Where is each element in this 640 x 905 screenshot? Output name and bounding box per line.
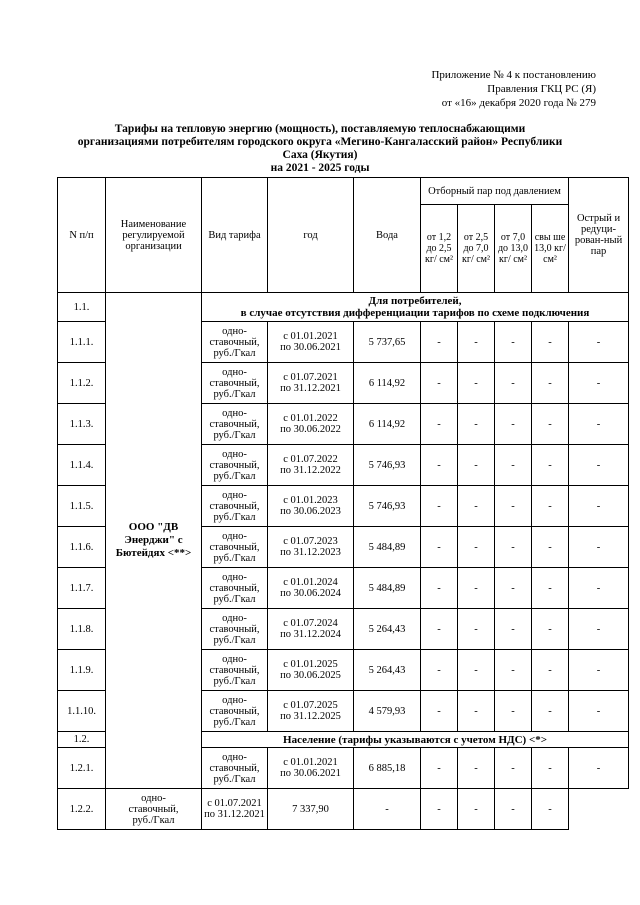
period bbox=[268, 609, 354, 650]
tariff-type-line: руб./Гкал bbox=[213, 470, 256, 482]
period-from: с 01.01.2025 bbox=[283, 659, 338, 670]
empty-value: - bbox=[569, 486, 629, 527]
tariff-type-line: ставочный, bbox=[209, 336, 260, 348]
row-num: 1.1.8. bbox=[58, 609, 106, 650]
tariff-type bbox=[202, 322, 268, 363]
tariff-type-line: одно- bbox=[222, 325, 247, 337]
empty-value: - bbox=[532, 568, 569, 609]
empty-value: - bbox=[532, 322, 569, 363]
empty-value: - bbox=[354, 789, 421, 830]
empty-value: - bbox=[569, 404, 629, 445]
tariff-type-line: одно- bbox=[222, 571, 247, 583]
empty-value: - bbox=[458, 527, 495, 568]
row-num: 1.1.5. bbox=[58, 486, 106, 527]
empty-value: - bbox=[458, 486, 495, 527]
period-from: с 01.01.2021 bbox=[283, 757, 338, 768]
period bbox=[268, 363, 354, 404]
empty-value: - bbox=[532, 789, 569, 830]
tariff-type-line: одно- bbox=[222, 448, 247, 460]
period-from: с 01.07.2022 bbox=[283, 454, 338, 465]
water-tariff: 5 484,89 bbox=[354, 527, 421, 568]
col-steam-4-header: свы ше 13,0 кг/ см² bbox=[532, 205, 569, 293]
empty-value: - bbox=[532, 691, 569, 732]
tariff-type-line: одно- bbox=[222, 530, 247, 542]
tariff-type-line: руб./Гкал bbox=[213, 511, 256, 523]
row-num: 1.1.9. bbox=[58, 650, 106, 691]
tariff-type-line: одно- bbox=[222, 612, 247, 624]
period bbox=[268, 322, 354, 363]
row-num: 1.1.1. bbox=[58, 322, 106, 363]
col-steam-3-header: от 7,0 до 13,0 кг/ см² bbox=[495, 205, 532, 293]
tariff-type-line: руб./Гкал bbox=[213, 429, 256, 441]
empty-value: - bbox=[458, 445, 495, 486]
empty-value: - bbox=[569, 527, 629, 568]
period-from: с 01.01.2022 bbox=[283, 413, 338, 424]
empty-value: - bbox=[458, 322, 495, 363]
empty-value: - bbox=[421, 568, 458, 609]
tariff-type-line: руб./Гкал bbox=[213, 552, 256, 564]
tariff-type-line: ставочный, bbox=[209, 582, 260, 594]
period-to: по 30.06.2023 bbox=[280, 506, 341, 517]
empty-value: - bbox=[569, 609, 629, 650]
empty-value: - bbox=[495, 789, 532, 830]
row-num: 1.2.2. bbox=[58, 789, 106, 830]
row-num: 1.1.3. bbox=[58, 404, 106, 445]
tariff-type-line: руб./Гкал bbox=[132, 814, 175, 826]
period-from: с 01.01.2024 bbox=[283, 577, 338, 588]
empty-value: - bbox=[458, 363, 495, 404]
empty-value: - bbox=[495, 609, 532, 650]
period-from: с 01.07.2021 bbox=[283, 372, 338, 383]
tariff-type bbox=[202, 404, 268, 445]
tariff-type bbox=[202, 691, 268, 732]
empty-value: - bbox=[495, 445, 532, 486]
empty-value: - bbox=[495, 691, 532, 732]
row-num: 1.1.4. bbox=[58, 445, 106, 486]
row-num: 1.1.2. bbox=[58, 363, 106, 404]
tariff-type-line: руб./Гкал bbox=[213, 773, 256, 785]
water-tariff: 5 264,43 bbox=[354, 650, 421, 691]
empty-value: - bbox=[495, 404, 532, 445]
col-steam-2-header: от 2,5 до 7,0 кг/ см² bbox=[458, 205, 495, 293]
document-title bbox=[60, 123, 580, 175]
empty-value: - bbox=[569, 363, 629, 404]
period-to: по 30.06.2025 bbox=[280, 670, 341, 681]
tariff-type bbox=[202, 486, 268, 527]
empty-value: - bbox=[532, 445, 569, 486]
tariff-type-line: ставочный, bbox=[128, 803, 179, 815]
section-1-num: 1.1. bbox=[58, 293, 106, 322]
empty-value: - bbox=[532, 748, 569, 789]
empty-value: - bbox=[569, 568, 629, 609]
tariff-type-line: ставочный, bbox=[209, 541, 260, 553]
water-tariff: 5 737,65 bbox=[354, 322, 421, 363]
col-type-header: Вид тарифа bbox=[202, 178, 268, 293]
empty-value: - bbox=[421, 363, 458, 404]
period-to: по 31.12.2021 bbox=[280, 383, 341, 394]
row-num: 1.1.10. bbox=[58, 691, 106, 732]
empty-value: - bbox=[458, 609, 495, 650]
col-steam-group-header: Отборный пар под давлением bbox=[421, 178, 569, 205]
empty-value: - bbox=[495, 748, 532, 789]
empty-value: - bbox=[532, 650, 569, 691]
tariff-type-line: ставочный, bbox=[209, 705, 260, 717]
appendix-header bbox=[431, 68, 596, 110]
tariff-type-line: ставочный, bbox=[209, 377, 260, 389]
tariff-type-line: руб./Гкал bbox=[213, 675, 256, 687]
water-tariff: 5 746,93 bbox=[354, 486, 421, 527]
appendix-line-3: от «16» декабря 2020 года № 279 bbox=[441, 97, 596, 109]
tariff-type-line: одно- bbox=[222, 366, 247, 378]
col-steam-1-header: от 1,2 до 2,5 кг/ см² bbox=[421, 205, 458, 293]
water-tariff: 6 114,92 bbox=[354, 363, 421, 404]
row-num: 1.1.6. bbox=[58, 527, 106, 568]
empty-value: - bbox=[421, 609, 458, 650]
empty-value: - bbox=[569, 748, 629, 789]
tariff-type bbox=[202, 445, 268, 486]
empty-value: - bbox=[532, 404, 569, 445]
period-to: по 31.12.2025 bbox=[280, 711, 341, 722]
empty-value: - bbox=[495, 363, 532, 404]
tariff-type-line: одно- bbox=[222, 489, 247, 501]
section-2-num: 1.2. bbox=[58, 732, 106, 748]
empty-value: - bbox=[421, 789, 458, 830]
water-tariff: 6 885,18 bbox=[354, 748, 421, 789]
water-tariff: 6 114,92 bbox=[354, 404, 421, 445]
tariff-type-line: ставочный, bbox=[209, 762, 260, 774]
period-to: по 31.12.2024 bbox=[280, 629, 341, 640]
period-from: с 01.07.2025 bbox=[283, 700, 338, 711]
period-from: с 01.07.2024 bbox=[283, 618, 338, 629]
empty-value: - bbox=[421, 322, 458, 363]
empty-value: - bbox=[495, 650, 532, 691]
tariff-type bbox=[202, 363, 268, 404]
tariff-type bbox=[202, 527, 268, 568]
period-to: по 31.12.2021 bbox=[204, 809, 265, 820]
tariff-type bbox=[202, 568, 268, 609]
col-water-header: Вода bbox=[354, 178, 421, 293]
water-tariff: 7 337,90 bbox=[268, 789, 354, 830]
empty-value: - bbox=[421, 691, 458, 732]
tariff-type-line: ставочный, bbox=[209, 664, 260, 676]
tariff-type-line: одно- bbox=[141, 792, 166, 804]
table-row bbox=[58, 789, 629, 830]
period bbox=[202, 789, 268, 830]
empty-value: - bbox=[569, 650, 629, 691]
title-line-2: организациями потребителям городского округа «Мегино-Кангаласский район» Республики bbox=[77, 136, 563, 148]
section-1-title bbox=[202, 293, 629, 322]
period bbox=[268, 445, 354, 486]
empty-value: - bbox=[495, 568, 532, 609]
tariff-type-line: ставочный, bbox=[209, 500, 260, 512]
empty-value: - bbox=[421, 650, 458, 691]
empty-value: - bbox=[458, 650, 495, 691]
period bbox=[268, 691, 354, 732]
organization-name: ООО "ДВ Энерджи" с Бютейдях <**> bbox=[106, 293, 202, 789]
appendix-line-1: Приложение № 4 к постановлению bbox=[431, 69, 596, 81]
water-tariff: 5 746,93 bbox=[354, 445, 421, 486]
period bbox=[268, 568, 354, 609]
period-to: по 31.12.2022 bbox=[280, 465, 341, 476]
empty-value: - bbox=[458, 568, 495, 609]
tariff-type-line: одно- bbox=[222, 751, 247, 763]
tariff-type-line: руб./Гкал bbox=[213, 634, 256, 646]
col-year-header: год bbox=[268, 178, 354, 293]
empty-value: - bbox=[532, 609, 569, 650]
empty-value: - bbox=[569, 322, 629, 363]
col-sharp-steam-header: Острый и редуци-рован-ный пар bbox=[569, 178, 629, 293]
empty-value: - bbox=[421, 486, 458, 527]
empty-value: - bbox=[569, 691, 629, 732]
period-from: с 01.01.2023 bbox=[283, 495, 338, 506]
tariff-type-line: одно- bbox=[222, 694, 247, 706]
tariff-type-line: одно- bbox=[222, 407, 247, 419]
period-from: с 01.01.2021 bbox=[283, 331, 338, 342]
row-num: 1.1.7. bbox=[58, 568, 106, 609]
empty-value: - bbox=[421, 404, 458, 445]
title-line-3: Саха (Якутия) bbox=[282, 149, 358, 161]
appendix-line-2: Правления ГКЦ РС (Я) bbox=[487, 83, 596, 95]
period bbox=[268, 527, 354, 568]
tariff-type-line: руб./Гкал bbox=[213, 716, 256, 728]
row-num: 1.2.1. bbox=[58, 748, 106, 789]
tariff-type-line: одно- bbox=[222, 653, 247, 665]
empty-value: - bbox=[532, 486, 569, 527]
period-from: с 01.07.2023 bbox=[283, 536, 338, 547]
tariff-type-line: руб./Гкал bbox=[213, 593, 256, 605]
section-1-line-2: в случае отсутствия дифференциации тарифов по схеме подключения bbox=[240, 307, 590, 319]
water-tariff: 4 579,93 bbox=[354, 691, 421, 732]
empty-value: - bbox=[421, 748, 458, 789]
tariff-type-line: ставочный, bbox=[209, 623, 260, 635]
empty-value: - bbox=[495, 322, 532, 363]
empty-value: - bbox=[421, 445, 458, 486]
period-to: по 30.06.2024 bbox=[280, 588, 341, 599]
period bbox=[268, 404, 354, 445]
section-1-line-1: Для потребителей, bbox=[368, 295, 462, 307]
title-line-1: Тарифы на тепловую энергию (мощность), поставляемую теплоснабжающими bbox=[114, 123, 526, 135]
tariff-type bbox=[202, 748, 268, 789]
period bbox=[268, 650, 354, 691]
period bbox=[268, 748, 354, 789]
tariff-type-line: ставочный, bbox=[209, 459, 260, 471]
empty-value: - bbox=[458, 691, 495, 732]
empty-value: - bbox=[458, 748, 495, 789]
empty-value: - bbox=[569, 445, 629, 486]
col-org-header: Наименование регулируемой организации bbox=[106, 178, 202, 293]
period-to: по 31.12.2023 bbox=[280, 547, 341, 558]
tariff-type-line: ставочный, bbox=[209, 418, 260, 430]
period-from: с 01.07.2021 bbox=[207, 798, 262, 809]
tariff-type bbox=[106, 789, 202, 830]
water-tariff: 5 484,89 bbox=[354, 568, 421, 609]
period bbox=[268, 486, 354, 527]
section-2-title: Население (тарифы указываются с учетом НДС) <*> bbox=[202, 732, 629, 748]
empty-value: - bbox=[495, 486, 532, 527]
section-row-1 bbox=[58, 293, 629, 322]
empty-value: - bbox=[421, 527, 458, 568]
tariff-type bbox=[202, 609, 268, 650]
period-to: по 30.06.2021 bbox=[280, 768, 341, 779]
tariff-type bbox=[202, 650, 268, 691]
title-line-4: на 2021 - 2025 годы bbox=[270, 162, 370, 174]
period-to: по 30.06.2022 bbox=[280, 424, 341, 435]
tariff-type-line: руб./Гкал bbox=[213, 347, 256, 359]
empty-value: - bbox=[458, 404, 495, 445]
tariff-table bbox=[57, 177, 629, 830]
col-num-header: N п/п bbox=[58, 178, 106, 293]
water-tariff: 5 264,43 bbox=[354, 609, 421, 650]
empty-value: - bbox=[495, 527, 532, 568]
empty-value: - bbox=[532, 527, 569, 568]
period-to: по 30.06.2021 bbox=[280, 342, 341, 353]
empty-value: - bbox=[532, 363, 569, 404]
empty-value: - bbox=[458, 789, 495, 830]
tariff-type-line: руб./Гкал bbox=[213, 388, 256, 400]
